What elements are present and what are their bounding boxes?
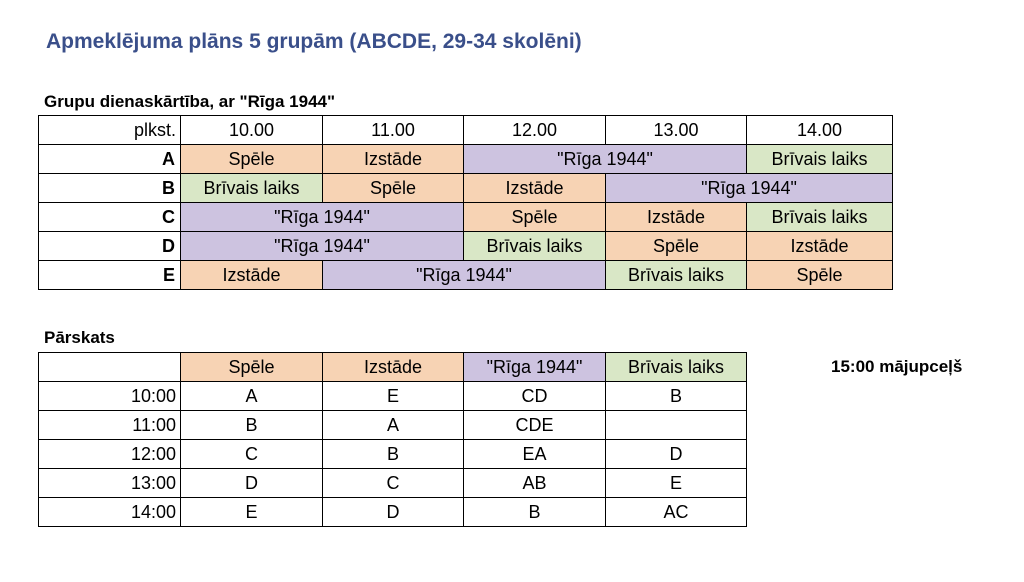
activity-cell: Izstāde: [747, 232, 893, 261]
overview-cell: D: [323, 498, 464, 527]
activity-cell: "Rīga 1944": [464, 145, 747, 174]
overview-cell: D: [606, 440, 747, 469]
overview-cell: D: [181, 469, 323, 498]
overview-cell: EA: [464, 440, 606, 469]
overview-cell: AB: [464, 469, 606, 498]
schedule-row: [39, 203, 893, 232]
overview-time: 13:00: [39, 469, 181, 498]
overview-time: 10:00: [39, 382, 181, 411]
activity-cell: "Rīga 1944": [181, 203, 464, 232]
schedule-title: Grupu dienaskārtība, ar "Rīga 1944": [44, 92, 336, 111]
activity-cell: Brīvais laiks: [747, 145, 893, 174]
overview-cell: E: [181, 498, 323, 527]
overview-time: 14:00: [39, 498, 181, 527]
activity-header: Spēle: [181, 353, 323, 382]
overview-cell: C: [181, 440, 323, 469]
activity-cell: "Rīga 1944": [181, 232, 464, 261]
activity-cell: Spēle: [181, 145, 323, 174]
overview-cell: C: [323, 469, 464, 498]
overview-cell: CDE: [464, 411, 606, 440]
schedule-row: [39, 145, 893, 174]
time-header: 10.00: [181, 116, 323, 145]
activity-cell: Spēle: [464, 203, 606, 232]
activity-header: "Rīga 1944": [464, 353, 606, 382]
activity-cell: Izstāde: [464, 174, 606, 203]
overview-table: [38, 352, 747, 527]
activity-cell: "Rīga 1944": [606, 174, 893, 203]
page-title: Apmeklējuma plāns 5 grupām (ABCDE, 29-34 skolēni): [46, 30, 582, 53]
group-label: D: [39, 232, 181, 261]
overview-cell: AC: [606, 498, 747, 527]
time-header: 12.00: [464, 116, 606, 145]
overview-cell: CD: [464, 382, 606, 411]
overview-corner: [39, 353, 181, 382]
overview-header-row: [39, 353, 747, 382]
activity-cell: Spēle: [747, 261, 893, 290]
activity-cell: Brīvais laiks: [464, 232, 606, 261]
overview-row: [39, 469, 747, 498]
schedule-table: [38, 115, 893, 290]
schedule-row: [39, 261, 893, 290]
overview-cell: B: [464, 498, 606, 527]
activity-cell: Izstāde: [181, 261, 323, 290]
group-label: C: [39, 203, 181, 232]
activity-cell: Brīvais laiks: [181, 174, 323, 203]
schedule-row: [39, 232, 893, 261]
overview-time: 11:00: [39, 411, 181, 440]
activity-header: Brīvais laiks: [606, 353, 747, 382]
time-header: 11.00: [323, 116, 464, 145]
overview-cell: [606, 411, 747, 440]
overview-row: [39, 411, 747, 440]
overview-row: [39, 382, 747, 411]
overview-row: [39, 498, 747, 527]
group-label: B: [39, 174, 181, 203]
schedule-corner-label: plkst.: [39, 116, 181, 145]
overview-cell: B: [181, 411, 323, 440]
overview-cell: A: [181, 382, 323, 411]
activity-header: Izstāde: [323, 353, 464, 382]
activity-cell: Brīvais laiks: [606, 261, 747, 290]
overview-cell: A: [323, 411, 464, 440]
activity-cell: Izstāde: [606, 203, 747, 232]
time-header: 14.00: [747, 116, 893, 145]
overview-cell: E: [606, 469, 747, 498]
overview-cell: B: [323, 440, 464, 469]
overview-row: [39, 440, 747, 469]
group-label: E: [39, 261, 181, 290]
schedule-row: [39, 174, 893, 203]
overview-time: 12:00: [39, 440, 181, 469]
overview-title: Pārskats: [44, 328, 115, 347]
activity-cell: Spēle: [323, 174, 464, 203]
activity-cell: Izstāde: [323, 145, 464, 174]
departure-note: 15:00 mājupceļš: [831, 357, 963, 376]
overview-cell: B: [606, 382, 747, 411]
activity-cell: Spēle: [606, 232, 747, 261]
activity-cell: Brīvais laiks: [747, 203, 893, 232]
time-header: 13.00: [606, 116, 747, 145]
schedule-header-row: [39, 116, 893, 145]
overview-cell: E: [323, 382, 464, 411]
group-label: A: [39, 145, 181, 174]
activity-cell: "Rīga 1944": [323, 261, 606, 290]
